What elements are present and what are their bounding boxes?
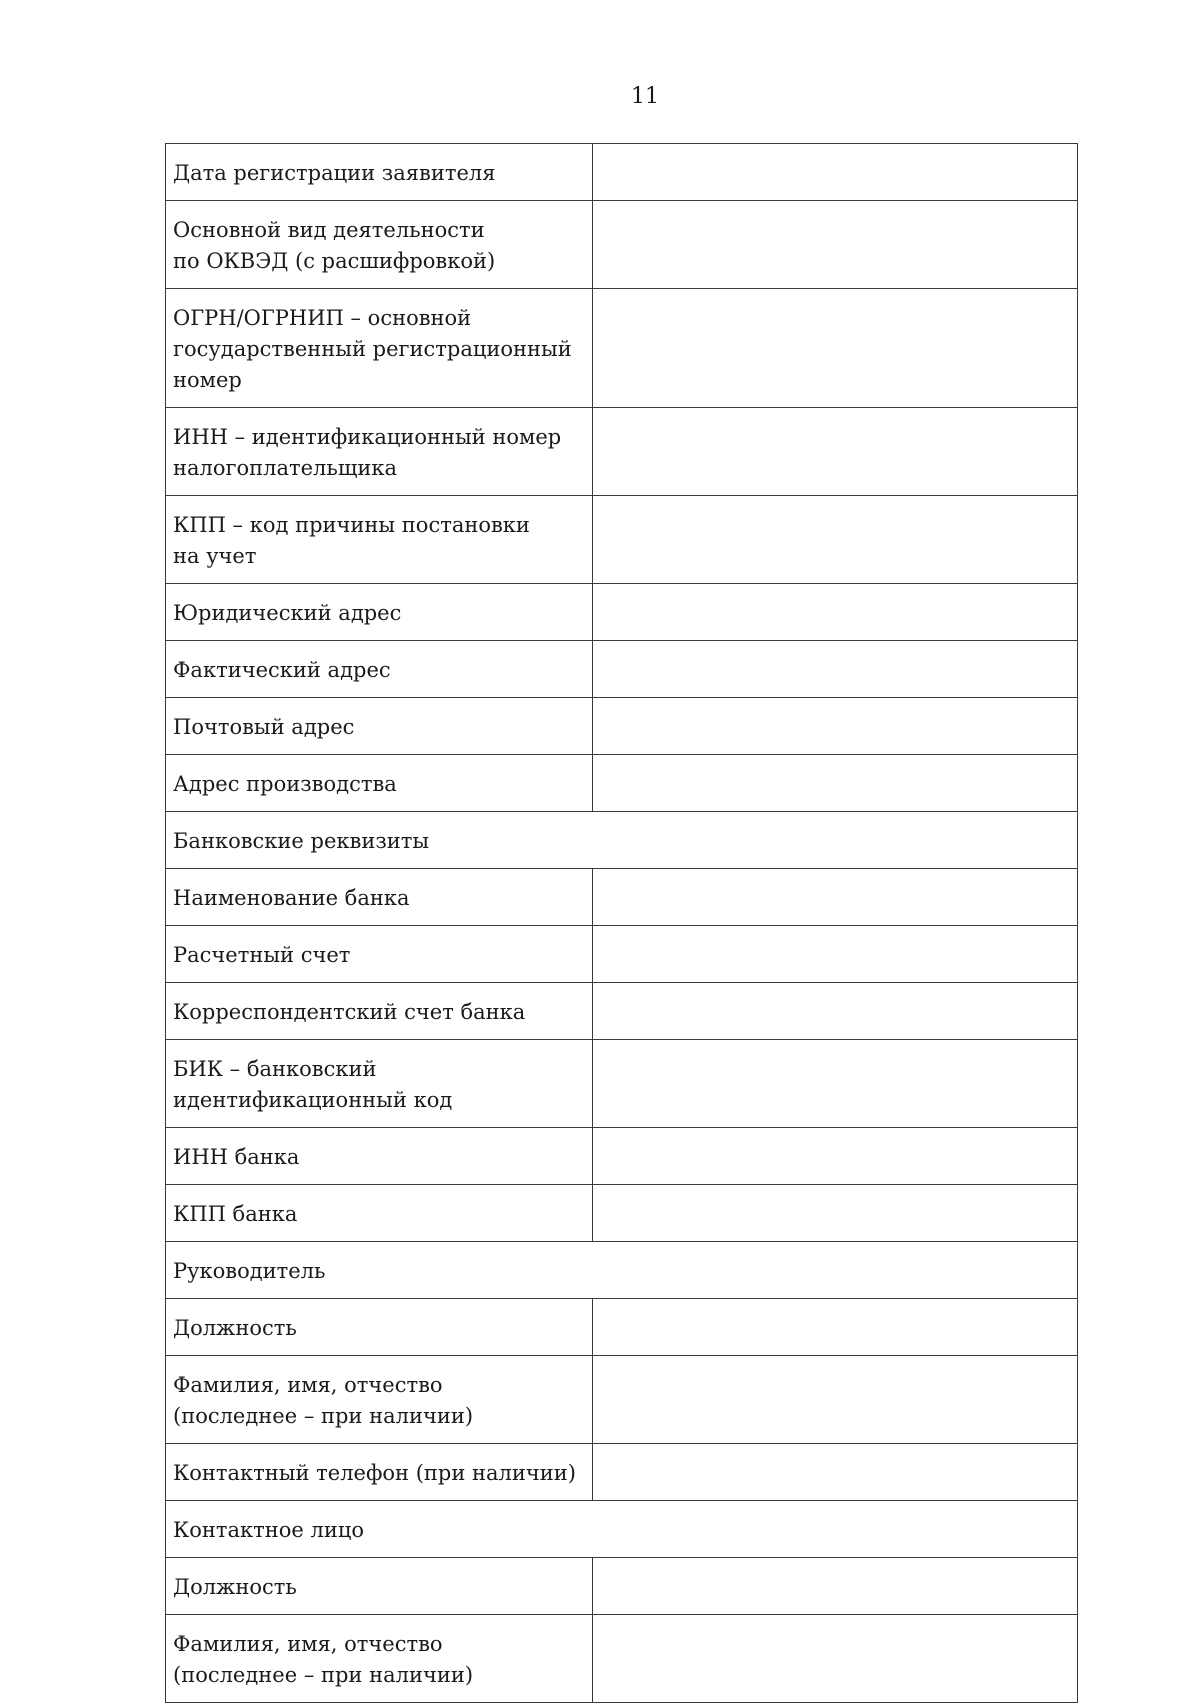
field-value-cell[interactable] xyxy=(593,201,1078,289)
field-value-cell[interactable] xyxy=(593,584,1078,641)
table-row xyxy=(166,926,1078,983)
field-value-cell[interactable] xyxy=(593,289,1078,408)
table-row xyxy=(166,983,1078,1040)
table-row xyxy=(166,698,1078,755)
section-header-label: Контактное лицо xyxy=(166,1501,1078,1558)
table-row xyxy=(166,1615,1078,1703)
field-label: Почтовый адрес xyxy=(166,698,593,755)
field-label: Должность xyxy=(166,1558,593,1615)
table-row xyxy=(166,1356,1078,1444)
section-header-label: Банковские реквизиты xyxy=(166,812,1078,869)
table-row xyxy=(166,201,1078,289)
table-row xyxy=(166,496,1078,584)
field-value-cell[interactable] xyxy=(593,869,1078,926)
table-row xyxy=(166,1444,1078,1501)
field-value-cell[interactable] xyxy=(593,641,1078,698)
field-label: Основной вид деятельности по ОКВЭД (с расшифровкой) xyxy=(166,201,593,289)
table-row xyxy=(166,408,1078,496)
field-value-cell[interactable] xyxy=(593,1185,1078,1242)
field-value-cell[interactable] xyxy=(593,1040,1078,1128)
field-label: Контактный телефон (при наличии) xyxy=(166,1444,593,1501)
field-value-cell[interactable] xyxy=(593,1128,1078,1185)
section-header-row xyxy=(166,1501,1078,1558)
table-row xyxy=(166,1128,1078,1185)
field-label: БИК – банковский идентификационный код xyxy=(166,1040,593,1128)
applicant-details-table xyxy=(165,143,1078,1703)
field-value-cell[interactable] xyxy=(593,1444,1078,1501)
field-label: Корреспондентский счет банка xyxy=(166,983,593,1040)
section-header-row xyxy=(166,812,1078,869)
field-label: Должность xyxy=(166,1299,593,1356)
field-label: ОГРН/ОГРНИП – основной государственный регистрационный номер xyxy=(166,289,593,408)
field-label: Дата регистрации заявителя xyxy=(166,144,593,201)
field-label: ИНН банка xyxy=(166,1128,593,1185)
field-value-cell[interactable] xyxy=(593,1356,1078,1444)
field-value-cell[interactable] xyxy=(593,496,1078,584)
table-row xyxy=(166,584,1078,641)
table-row xyxy=(166,289,1078,408)
table-row xyxy=(166,869,1078,926)
table-row xyxy=(166,755,1078,812)
field-label: Расчетный счет xyxy=(166,926,593,983)
field-value-cell[interactable] xyxy=(593,1558,1078,1615)
field-label: Адрес производства xyxy=(166,755,593,812)
field-value-cell[interactable] xyxy=(593,983,1078,1040)
table-row xyxy=(166,1040,1078,1128)
field-label: ИНН – идентификационный номер налогоплательщика xyxy=(166,408,593,496)
field-value-cell[interactable] xyxy=(593,144,1078,201)
field-label: Фамилия, имя, отчество (последнее – при наличии) xyxy=(166,1356,593,1444)
table-row xyxy=(166,1558,1078,1615)
applicant-details-table-body xyxy=(166,144,1078,1703)
field-value-cell[interactable] xyxy=(593,1299,1078,1356)
field-value-cell[interactable] xyxy=(593,755,1078,812)
field-label: КПП – код причины постановки на учет xyxy=(166,496,593,584)
field-label: Фамилия, имя, отчество (последнее – при наличии) xyxy=(166,1615,593,1703)
field-label: Фактический адрес xyxy=(166,641,593,698)
field-label: КПП банка xyxy=(166,1185,593,1242)
field-value-cell[interactable] xyxy=(593,926,1078,983)
field-label: Юридический адрес xyxy=(166,584,593,641)
field-label: Наименование банка xyxy=(166,869,593,926)
field-value-cell[interactable] xyxy=(593,1615,1078,1703)
section-header-label: Руководитель xyxy=(166,1242,1078,1299)
section-header-row xyxy=(166,1242,1078,1299)
page-number: 11 xyxy=(631,84,659,109)
table-row xyxy=(166,1185,1078,1242)
field-value-cell[interactable] xyxy=(593,408,1078,496)
table-row xyxy=(166,641,1078,698)
table-row xyxy=(166,144,1078,201)
table-row xyxy=(166,1299,1078,1356)
field-value-cell[interactable] xyxy=(593,698,1078,755)
